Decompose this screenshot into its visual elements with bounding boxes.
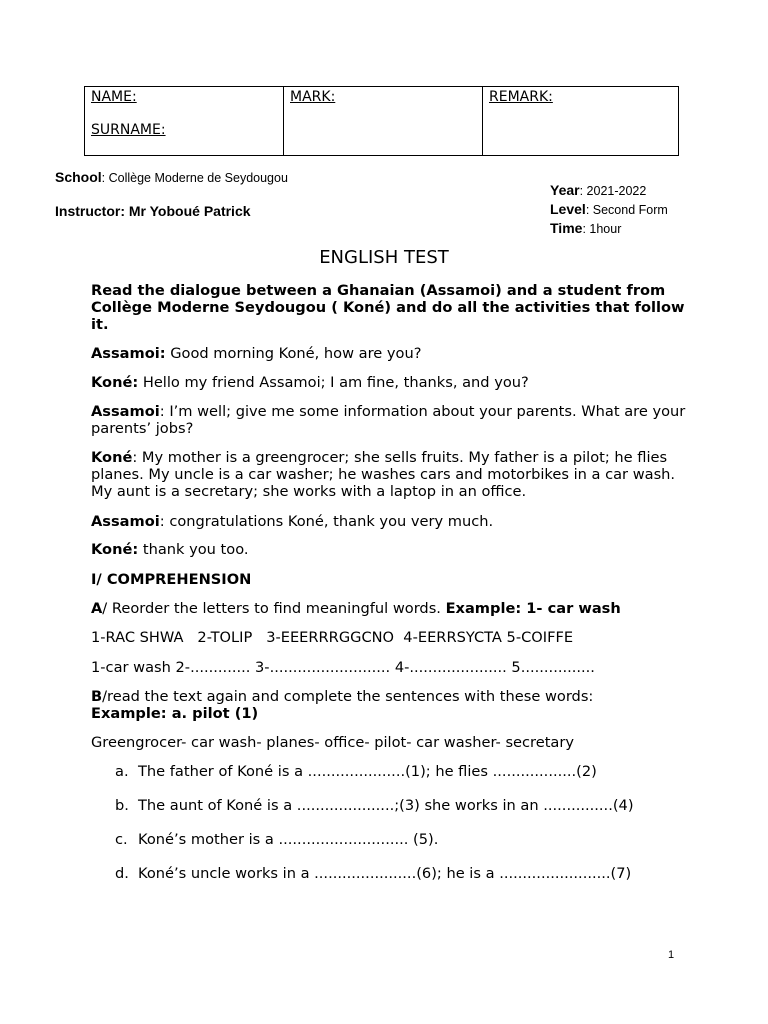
header-table [84, 86, 679, 156]
year-label: Year [550, 182, 580, 198]
item-text: Koné’s uncle works in a ......................(6); he is a ........................(7) [138, 865, 632, 882]
speaker: Assamoi [91, 513, 160, 530]
list-item [115, 831, 695, 848]
mark-cell [284, 87, 483, 156]
instructions: Read the dialogue between a Ghanaian (Assamoi) and a student from Collège Moderne Seydougou ( Koné) and do all the activities that follow it. [91, 282, 685, 333]
instructor-info: Instructor: Mr Yoboué Patrick [55, 203, 251, 219]
speaker: Koné: [91, 541, 139, 558]
part-a-example: Example: 1- car wash [445, 600, 621, 617]
answer-blanks: 1-car wash 2-............. 3-.......................... 4-..................... 5................ [91, 659, 595, 676]
part-a-text: / Reorder the letters to find meaningful words. [102, 600, 446, 617]
item-marker: d. [115, 865, 129, 882]
speaker: Assamoi [91, 403, 160, 420]
part-b-example: Example: a. pilot (1) [91, 705, 259, 722]
part-a-instruction [91, 600, 691, 617]
speaker: Assamoi: [91, 345, 166, 362]
line-text: : congratulations Koné, thank you very much. [159, 513, 494, 530]
time-value: : 1hour [582, 222, 622, 236]
school-label: School [55, 169, 102, 185]
item-text: The father of Koné is a .....................(1); he flies ..................(2) [138, 763, 597, 780]
dialogue-line [91, 345, 691, 362]
surname-label: SURNAME: [91, 122, 166, 138]
item-marker: a. [115, 763, 129, 780]
year-value: : 2021-2022 [579, 184, 647, 198]
school-value: : Collège Moderne de Seydougou [101, 171, 288, 185]
time-label: Time [550, 220, 583, 236]
mark-label: MARK: [290, 89, 336, 105]
scrambled-words: 1-RAC SHWA 2-TOLIP 3-EEERRRGGCNO 4-EERRSYCTA 5-COIFFE [91, 629, 574, 646]
dialogue-line [91, 513, 691, 530]
remark-cell [483, 87, 679, 156]
line-text: thank you too. [138, 541, 249, 558]
line-text: : I’m well; give me some information about your parents. What are your parents’ jobs? [91, 403, 686, 437]
name-label: NAME: [91, 89, 137, 105]
level-label: Level [550, 201, 586, 217]
list-item [115, 763, 695, 780]
remark-label: REMARK: [489, 89, 553, 105]
line-text: Good morning Koné, how are you? [165, 345, 422, 362]
speaker: Koné: [91, 374, 139, 391]
line-text: Hello my friend Assamoi; I am fine, thanks, and you? [138, 374, 529, 391]
dialogue-line [91, 403, 691, 437]
word-bank: Greengrocer- car wash- planes- office- pilot- car washer- secretary [91, 734, 575, 751]
page-title: ENGLISH TEST [319, 247, 449, 268]
school-info [55, 168, 295, 188]
list-item [115, 797, 695, 814]
dialogue-line [91, 374, 691, 391]
part-a-letter: A [91, 600, 103, 617]
meta-info [550, 181, 668, 238]
part-b-letter: B [91, 688, 103, 705]
level-value: : Second Form [585, 203, 668, 217]
item-text: Koné’s mother is a ............................ (5). [138, 831, 439, 848]
item-marker: c. [115, 831, 128, 848]
name-cell [85, 87, 284, 156]
list-item [115, 865, 695, 882]
dialogue-line [91, 541, 691, 558]
part-b-text: /read the text again and complete the sentences with these words: [102, 688, 594, 705]
item-text: The aunt of Koné is a .....................;(3) she works in an ...............(4) [138, 797, 634, 814]
part-b-instruction [91, 688, 691, 722]
item-marker: b. [115, 797, 129, 814]
dialogue-line [91, 449, 691, 500]
page-number: 1 [668, 949, 675, 961]
section-heading: I/ COMPREHENSION [91, 571, 252, 588]
line-text: : My mother is a greengrocer; she sells fruits. My father is a pilot; he flies planes. My uncle is a car washer; he washes cars and motorbikes in a car wash. My aunt is a secretary; she works with a laptop in an office. [91, 449, 676, 500]
speaker: Koné [91, 449, 133, 466]
